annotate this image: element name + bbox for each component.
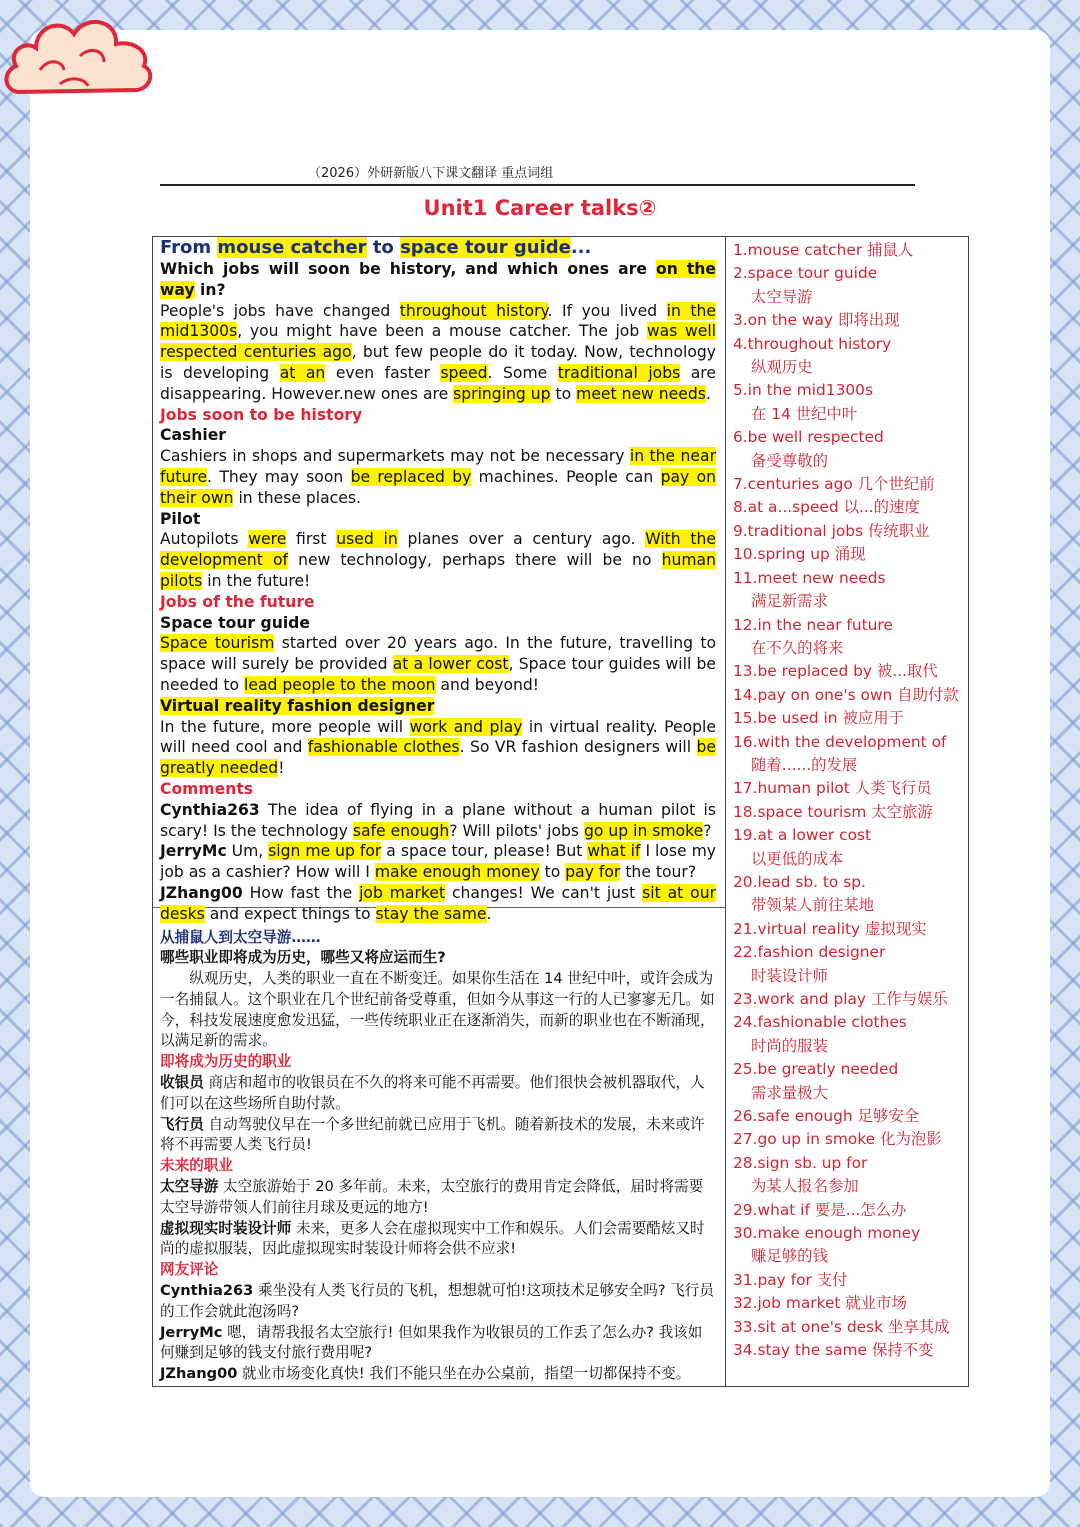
phrase-item: 29.what if 要是...怎么办 bbox=[733, 1200, 907, 1219]
english-passage bbox=[160, 237, 716, 925]
phrase-item: 17.human pilot 人类飞行员 bbox=[733, 779, 932, 798]
phrase-item: 20.lead sb. to sp. 带领某人前往某地 bbox=[733, 872, 875, 915]
column-divider bbox=[725, 237, 726, 1386]
translation-intro: 纵观历史，人类的职业一直在不断变迁。如果你生活在 14 世纪中叶，或许会成为一名捕鼠人。这个职业在几个世纪前备受尊重，但如今从事这一行的人已寥寥无几。如今，科技发展速度愈发迅猛，一些传统职业正在逐渐消失，而新的职业也在不断涌现，以满足新的需求。 bbox=[160, 970, 715, 1050]
phrase-item: 32.job market 就业市场 bbox=[733, 1294, 907, 1313]
phrase-item: 16.with the development of 随着......的发展 bbox=[733, 732, 947, 774]
translation-question: 哪些职业即将成为历史，哪些又将应运而生? bbox=[160, 949, 446, 967]
phrase-item: 33.sit at one's desk 坐享其成 bbox=[733, 1317, 950, 1336]
phrase-item: 6.be well respected 备受尊敬的 bbox=[733, 428, 884, 470]
phrase-item: 19.at a lower cost 以更低的成本 bbox=[733, 826, 872, 868]
phrase-item: 10.spring up 涌现 bbox=[733, 545, 866, 564]
phrase-item: 24.fashionable clothes 时尚的服装 bbox=[733, 1013, 907, 1055]
phrase-item: 4.throughout history 纵观历史 bbox=[733, 334, 892, 377]
translation-comment-1: Cynthia263 乘坐没有人类飞行员的飞机，想想就可怕!这项技术足够安全吗? 飞行员的工作会就此泡汤吗? bbox=[160, 1282, 714, 1320]
chinese-translation bbox=[160, 928, 716, 1386]
comment-2: JerryMc Um, sign me up for a space tour, please! But what if I lose my job as a cashier? How will I make enough money to pay for the tour? bbox=[160, 842, 716, 882]
cashier-text: Cashiers in shops and supermarkets may not be necessary in the near future. They may soon be replaced by machines. People can pay on their own in these places. bbox=[160, 447, 716, 507]
phrase-list bbox=[733, 239, 965, 1363]
phrase-item: 5.in the mid1300s 在 14 世纪中叶 bbox=[733, 381, 873, 423]
phrase-item: 21.virtual reality 虚拟现实 bbox=[733, 919, 927, 938]
phrase-item: 2.space tour guide 太空导游 bbox=[733, 264, 878, 306]
phrase-item: 18.space tourism 太空旅游 bbox=[733, 802, 933, 821]
phrase-item: 9.traditional jobs 传统职业 bbox=[733, 521, 930, 540]
translation-vr: 虚拟现实时装设计师 未来，更多人会在虚拟现实中工作和娱乐。人们会需要酷炫又时尚的虚拟服装，因此虚拟现实时装设计师将会供不应求! bbox=[160, 1219, 705, 1258]
phrase-item: 11.meet new needs 满足新需求 bbox=[733, 568, 886, 611]
vr-text: In the future, more people will work and play in virtual reality. People will need cool and fashionable clothes. So VR fashion designers will be greatly needed! bbox=[160, 717, 717, 778]
cloud-logo bbox=[0, 0, 160, 110]
cashier-title: Cashier bbox=[160, 426, 226, 445]
left-column bbox=[160, 237, 716, 1385]
page-title: Unit1 Career talks② bbox=[423, 196, 657, 220]
phrase-item: 8.at a...speed 以...的速度 bbox=[733, 498, 920, 517]
phrase-item: 25.be greatly needed 需求量极大 bbox=[733, 1060, 899, 1102]
phrase-item: 12.in the near future 在不久的将来 bbox=[733, 615, 893, 657]
translation-cashier: 收银员 商店和超市的收银员在不久的将来可能不再需要。他们很快会被机器取代，人们可以在这些场所自助付款。 bbox=[160, 1074, 705, 1112]
phrase-item: 26.safe enough 足够安全 bbox=[733, 1107, 920, 1126]
section-heading-1: Jobs soon to be history bbox=[160, 405, 363, 424]
translation-title: 从捕鼠人到太空导游…… bbox=[160, 928, 321, 946]
passage-title: From mouse catcher to space tour guide... bbox=[160, 237, 592, 258]
guide-title: Space tour guide bbox=[160, 613, 310, 632]
comment-1: Cynthia263 The idea of flying in a plane without a human pilot is scary! Is the technology safe enough? Will pilots' jobs go up in smoke? bbox=[160, 800, 716, 840]
content-table bbox=[152, 236, 969, 1387]
phrase-item: 13.be replaced by 被...取代 bbox=[733, 662, 938, 681]
phrase-item: 3.on the way 即将出现 bbox=[733, 311, 900, 330]
guide-text: Space tourism started over 20 years ago. In the future, travelling to space will surely be provided at a lower cost, Space tour guides will be needed to lead people to the moon and beyond! bbox=[160, 634, 716, 694]
translation-guide: 太空导游 太空旅游始于 20 多年前。未来，太空旅行的费用肯定会降低，届时将需要太空导游带领人们前往月球及更远的地方! bbox=[160, 1178, 704, 1216]
phrase-item: 22.fashion designer 时装设计师 bbox=[733, 943, 886, 985]
phrase-item: 34.stay the same 保持不变 bbox=[733, 1341, 934, 1360]
phrase-item: 31.pay for 支付 bbox=[733, 1270, 848, 1289]
phrase-item: 15.be used in 被应用于 bbox=[733, 709, 905, 728]
translation-pilot: 飞行员 自动驾驶仪早在一个多世纪前就已应用于飞机。随着新技术的发展，未来或许将不再需要人类飞行员! bbox=[160, 1115, 705, 1154]
translation-section-1: 即将成为历史的职业 bbox=[160, 1053, 292, 1071]
translation-section-2: 未来的职业 bbox=[160, 1157, 233, 1175]
section-heading-2: Jobs of the future bbox=[160, 592, 315, 611]
passage-question: Which jobs will soon be history, and which ones are on the way in? bbox=[160, 260, 716, 299]
phrase-item: 27.go up in smoke 化为泡影 bbox=[733, 1130, 942, 1149]
passage-intro: People's jobs have changed throughout history. If you lived in the mid1300s, you might have been a mouse catcher. The job was well respected centuries ago, but few people do it today. Now, technology is developing at an even faster speed. Some traditional jobs are disappearing. However.new ones are springing up to meet new needs. bbox=[160, 301, 717, 403]
phrase-item: 1.mouse catcher 捕鼠人 bbox=[733, 241, 914, 259]
translation-comment-2: JerryMc 嗯，请帮我报名太空旅行! 但如果我作为收银员的工作丢了怎么办? 我该如何赚到足够的钱支付旅行费用呢? bbox=[160, 1323, 703, 1362]
pilot-title: Pilot bbox=[160, 509, 201, 528]
phrase-item: 14.pay on one's own 自助付款 bbox=[733, 685, 959, 704]
translation-comments-heading: 网友评论 bbox=[160, 1261, 219, 1279]
phrase-item: 28.sign sb. up for 为某人报名参加 bbox=[733, 1153, 868, 1196]
phrase-item: 7.centuries ago 几个世纪前 bbox=[733, 475, 935, 494]
vr-title: Virtual reality fashion designer bbox=[160, 696, 435, 715]
comments-heading: Comments bbox=[160, 779, 254, 798]
header-text: （2026）外研新版八下课文翻译 重点词组 bbox=[308, 166, 554, 181]
comment-3: JZhang00 How fast the job market changes! We can't just sit at our desks and expect things to stay the same. bbox=[160, 883, 716, 923]
phrase-item: 23.work and play 工作与娱乐 bbox=[733, 990, 948, 1008]
translation-comment-3: JZhang00 就业市场变化真快! 我们不能只坐在办公桌前，指望一切都保持不变。 bbox=[160, 1365, 691, 1383]
page-header bbox=[160, 160, 915, 186]
phrase-item: 30.make enough money 赚足够的钱 bbox=[733, 1224, 921, 1266]
pilot-text: Autopilots were first used in planes over a century ago. With the development of new technology, perhaps there will be no human pilots in the future! bbox=[160, 530, 716, 590]
